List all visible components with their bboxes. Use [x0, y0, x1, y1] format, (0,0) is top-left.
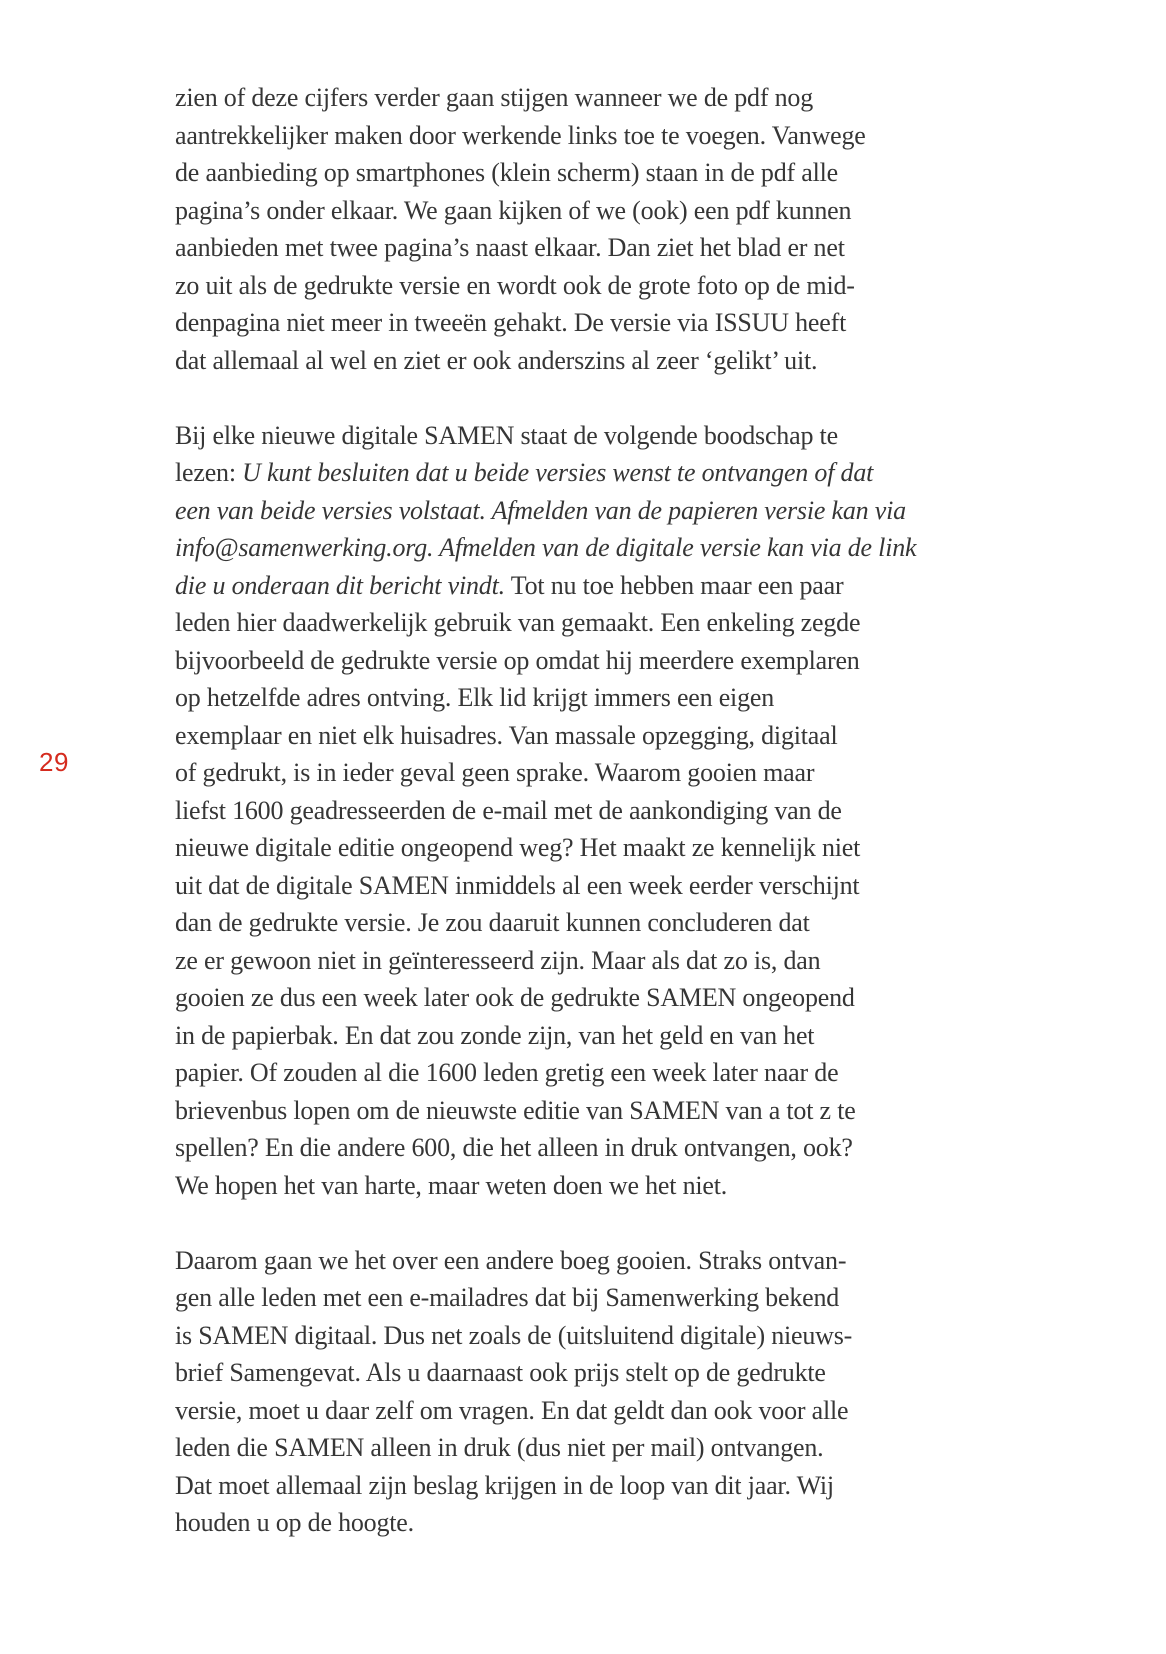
text-line: [175, 904, 1005, 942]
page-number: 29: [39, 747, 69, 777]
text-line: [175, 267, 1005, 305]
text-line: [175, 1504, 1005, 1542]
text-line: [175, 792, 1005, 830]
text-line: [175, 942, 1005, 980]
text-run: aanbieden met twee pagina’s naast elkaar. Dan ziet het blad er net: [175, 233, 845, 262]
text-run: in de papierbak. En dat zou zonde zijn, van het geld en van het: [175, 1020, 815, 1050]
text-run: gen alle leden met een e-mailadres dat bij Samenwerking bekend: [175, 1283, 840, 1312]
text-line: [175, 1242, 1005, 1280]
text-run: Daarom gaan we het over een andere boeg gooien. Straks ontvan-: [175, 1245, 847, 1275]
text-run: zien of deze cijfers verder gaan stijgen wanneer we de pdf nog: [175, 83, 814, 112]
text-column: [175, 79, 1005, 1542]
text-run: leden hier daadwerkelijk gebruik van gemaakt. Een enkeling zegde: [175, 608, 861, 637]
text-line: [175, 417, 1005, 455]
text-run: ze er gewoon niet in geïnteresseerd zijn. Maar als dat zo is, dan: [175, 945, 821, 975]
text-run: lezen:: [175, 458, 243, 487]
text-line: [175, 1279, 1005, 1317]
text-run: aantrekkelijker maken door werkende links toe te voegen. Vanwege: [175, 120, 866, 150]
text-line: [175, 754, 1005, 792]
paragraph-gap: [175, 379, 1005, 417]
text-line: [175, 1317, 1005, 1355]
text-run: Tot nu toe hebben maar een paar: [504, 570, 844, 600]
text-line: [175, 1167, 1005, 1205]
text-line: [175, 1392, 1005, 1430]
text-line: [175, 1354, 1005, 1392]
text-line: [175, 1129, 1005, 1167]
text-line: [175, 829, 1005, 867]
text-line: [175, 154, 1005, 192]
text-run: dan de gedrukte versie. Je zou daaruit kunnen concluderen dat: [175, 908, 810, 937]
text-run: papier. Of zouden al die 1600 leden gretig een week later naar de: [175, 1058, 839, 1087]
italic-text-run: info@samenwerking.org. Afmelden van de digitale versie kan via de link: [175, 533, 917, 562]
text-run: We hopen het van harte, maar weten doen we het niet.: [175, 1170, 728, 1200]
text-run: zo uit als de gedrukte versie en wordt ook de grote foto op de mid-: [175, 270, 855, 300]
text-run: denpagina niet meer in tweeën gehakt. De versie via ISSUU heeft: [175, 308, 847, 337]
text-run: versie, moet u daar zelf om vragen. En dat geldt dan ook voor alle: [175, 1395, 849, 1425]
text-run: liefst 1600 geadresseerden de e-mail met de aankondiging van de: [175, 795, 842, 825]
paragraph: [175, 79, 1005, 379]
text-run: is SAMEN digitaal. Dus net zoals de (uitsluitend digitale) nieuws-: [175, 1320, 853, 1350]
text-run: pagina’s onder elkaar. We gaan kijken of we (ook) een pdf kunnen: [175, 195, 852, 225]
text-line: [175, 1429, 1005, 1467]
text-line: [175, 117, 1005, 155]
text-line: [175, 1017, 1005, 1055]
text-run: leden die SAMEN alleen in druk (dus niet per mail) ontvangen.: [175, 1433, 824, 1462]
text-line: [175, 717, 1005, 755]
text-run: exemplaar en niet elk huisadres. Van massale opzegging, digitaal: [175, 720, 838, 750]
text-line: [175, 529, 1005, 567]
text-line: [175, 604, 1005, 642]
text-run: of gedrukt, is in ieder geval geen sprake. Waarom gooien maar: [175, 758, 815, 787]
paragraph-gap: [175, 1204, 1005, 1242]
text-line: [175, 454, 1005, 492]
text-line: [175, 1092, 1005, 1130]
italic-text-run: U kunt besluiten dat u beide versies wenst te ontvangen of dat: [242, 458, 874, 487]
text-run: brievenbus lopen om de nieuwste editie van SAMEN van a tot z te: [175, 1095, 856, 1125]
italic-text-run: die u onderaan dit bericht vindt.: [175, 570, 505, 600]
text-line: [175, 492, 1005, 530]
text-line: [175, 867, 1005, 905]
paragraph: [175, 417, 1005, 1205]
text-run: spellen? En die andere 600, die het alleen in druk ontvangen, ook?: [175, 1133, 853, 1162]
text-line: [175, 192, 1005, 230]
text-run: uit dat de digitale SAMEN inmiddels al een week eerder verschijnt: [175, 870, 860, 900]
text-line: [175, 567, 1005, 605]
text-run: op hetzelfde adres ontving. Elk lid krijgt immers een eigen: [175, 683, 775, 712]
text-run: nieuwe digitale editie ongeopend weg? Het maakt ze kennelijk niet: [175, 833, 861, 862]
text-run: gooien ze dus een week later ook de gedrukte SAMEN ongeopend: [175, 983, 855, 1012]
text-line: [175, 342, 1005, 380]
text-line: [175, 1467, 1005, 1505]
text-line: [175, 679, 1005, 717]
text-run: Bij elke nieuwe digitale SAMEN staat de volgende boodschap te: [175, 420, 838, 450]
text-line: [175, 304, 1005, 342]
text-line: [175, 642, 1005, 680]
text-line: [175, 1054, 1005, 1092]
text-run: dat allemaal al wel en ziet er ook anderszins al zeer ‘gelikt’ uit.: [175, 345, 818, 375]
text-run: bijvoorbeeld de gedrukte versie op omdat hij meerdere exemplaren: [175, 645, 860, 675]
text-line: [175, 79, 1005, 117]
text-run: brief Samengevat. Als u daarnaast ook prijs stelt op de gedrukte: [175, 1358, 826, 1387]
text-line: [175, 979, 1005, 1017]
text-run: houden u op de hoogte.: [175, 1508, 414, 1537]
text-run: Dat moet allemaal zijn beslag krijgen in de loop van dit jaar. Wij: [175, 1470, 834, 1500]
paragraph: [175, 1242, 1005, 1542]
italic-text-run: een van beide versies volstaat. Afmelden van de papieren versie kan via: [175, 495, 906, 525]
text-line: [175, 229, 1005, 267]
text-run: de aanbieding op smartphones (klein scherm) staan in de pdf alle: [175, 158, 838, 187]
